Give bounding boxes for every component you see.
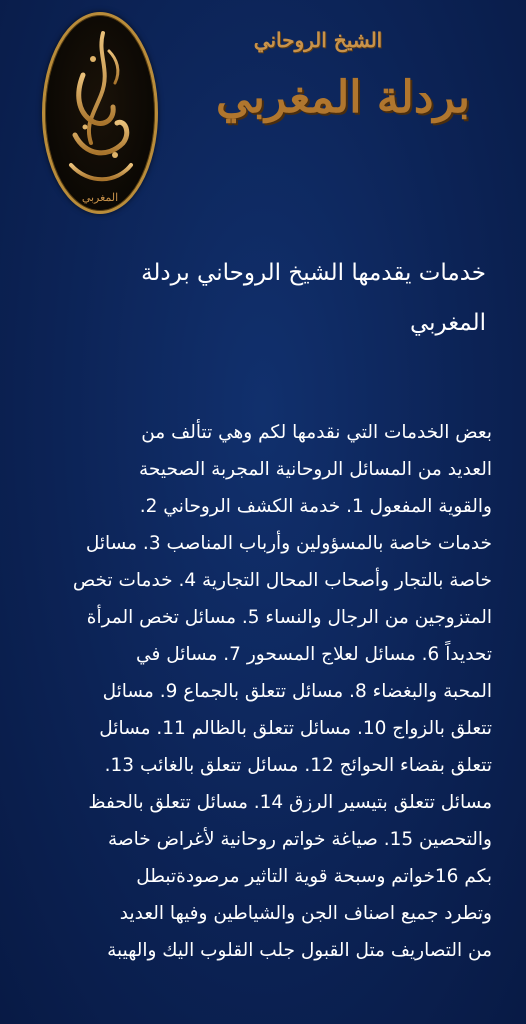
article-line: خاصة بالتجار وأصحاب المحال التجارية 4. خدمات تخص — [72, 570, 492, 591]
article-line: تحديداً 6. مسائل لعلاج المسحور 7. مسائل في — [136, 644, 492, 665]
article-line: والقوية المفعول 1. خدمة الكشف الروحاني 2. — [139, 496, 492, 517]
article-line: العديد من المسائل الروحانية المجربة الصحيحة — [139, 459, 492, 480]
brand-title[interactable]: بردلة المغربي — [216, 72, 470, 123]
article-line: بكم 16خواتم وسبحة قوية التاثير مرصودةتبطل — [136, 866, 492, 887]
brand-subtitle: الشيخ الروحاني — [253, 28, 383, 52]
article-body — [32, 414, 492, 969]
site-header — [0, 0, 526, 220]
article-line: تتعلق بالزواج 10. مسائل تتعلق بالظالم 11. مسائل — [99, 718, 492, 739]
article-line: خدمات خاصة بالمسؤولين وأرباب المناصب 3. مسائل — [85, 533, 492, 554]
article-line: مسائل تتعلق بتيسير الرزق 14. مسائل تتعلق بالحفظ — [88, 792, 492, 813]
article-line: تتعلق بقضاء الحوائج 12. مسائل تتعلق بالغائب 13. — [104, 755, 492, 776]
article-line: وتطرد جميع اصناف الجن والشياطين وفيها العديد — [119, 903, 492, 924]
logo-text: المغربي — [81, 191, 119, 204]
article-line: من التصاريف متل القبول جلب القلوب اليك والهيبة — [107, 940, 492, 961]
page-title-line: المغربي — [409, 310, 486, 336]
article-line: والتحصين 15. صياغة خواتم روحانية لأغراض خاصة — [107, 829, 492, 850]
article-line: بعض الخدمات التي نقدمها لكم وهي تتألف من — [141, 422, 492, 443]
calligraphy-logo-icon — [45, 15, 155, 211]
site-logo[interactable] — [42, 12, 158, 214]
article-line: المحبة والبغضاء 8. مسائل تتعلق بالجماع 9. مسائل — [102, 681, 492, 702]
article-line: المتزوجين من الرجال والنساء 5. مسائل تخص المرأة — [86, 607, 492, 628]
page-title — [40, 248, 486, 348]
page-title-line: خدمات يقدمها الشيخ الروحاني بردلة — [141, 260, 486, 286]
